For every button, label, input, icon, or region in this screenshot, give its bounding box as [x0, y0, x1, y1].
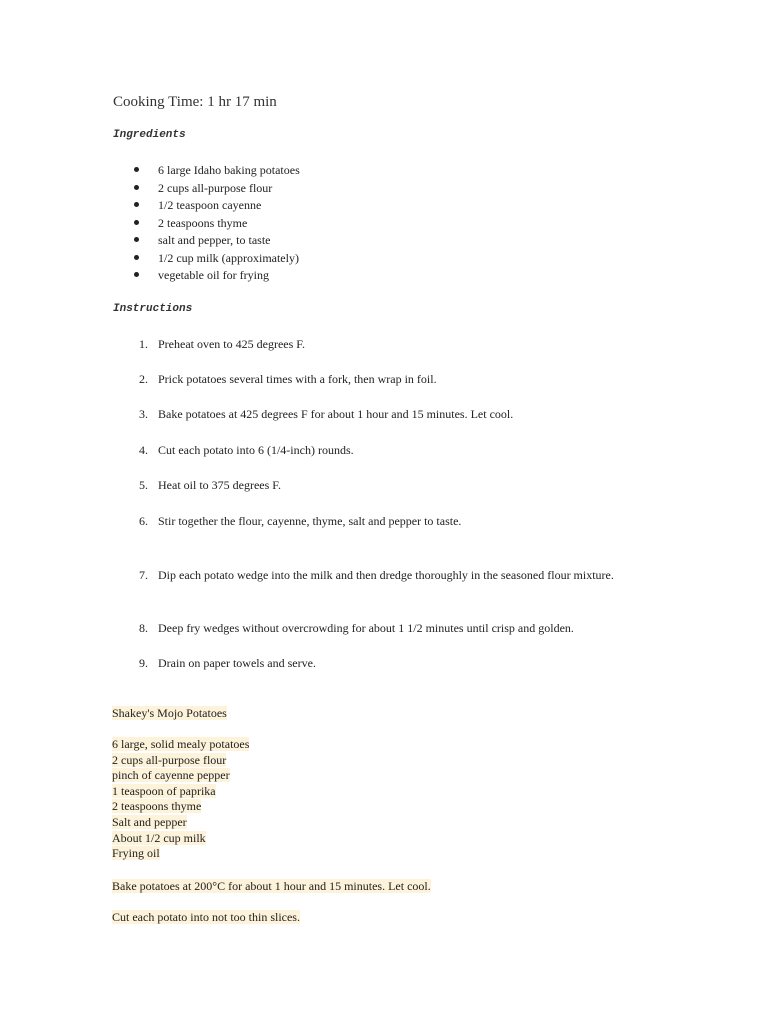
instructions-heading: Instructions — [113, 303, 193, 315]
ingredients-heading: Ingredients — [113, 129, 186, 141]
bullet-icon — [134, 185, 139, 190]
bullet-icon — [134, 220, 139, 225]
shakeys-ingredient-item: pinch of cayenne pepper — [112, 768, 230, 783]
bullet-icon — [134, 237, 139, 242]
cooking-time: Cooking Time: 1 hr 17 min — [113, 94, 277, 110]
shakeys-ingredient-item: 2 cups all-purpose flour — [112, 752, 227, 767]
shakeys-ingredient-item: 1 teaspoon of paprika — [112, 783, 216, 798]
shakeys-ingredient-item: Frying oil — [112, 846, 160, 861]
bullet-icon — [134, 255, 139, 260]
shakeys-ingredients-list — [112, 737, 249, 862]
shakeys-title: Shakey's Mojo Potatoes — [112, 706, 227, 720]
shakeys-ingredient-item: About 1/2 cup milk — [112, 830, 206, 845]
bullet-icon — [134, 202, 139, 207]
shakeys-ingredient-item: 6 large, solid mealy potatoes — [112, 737, 250, 751]
shakeys-cut-step: Cut each potato into not too thin slices. — [112, 910, 300, 924]
bullet-icon — [134, 167, 139, 172]
bullet-icon — [134, 272, 139, 277]
shakeys-ingredient-item: 2 teaspoons thyme — [112, 799, 202, 814]
shakeys-ingredient-item: Salt and pepper — [112, 814, 187, 829]
recipe-page: Cooking Time: 1 hr 17 min Ingredients 6 large Idaho baking potatoes 2 cups all-purpose flour 1/2 teaspoon cayenne 2 teaspoons thyme salt and pepper, to taste 1/2 cup milk (approximately) vegetable oil for frying Instructions 1. Preheat oven to 425 degrees F. 2. Prick potatoes several times with a fork, then wrap in foil. 3. Bake potatoes at 425 degrees F for about 1 hour and 15 minutes. Let cool. 4. Cut each potato into 6 (1/4-inch) rounds. 5. Heat oil to 375 degrees F. 6. Stir together the flour, cayenne, thyme, salt and pepper to taste. 7. Dip each potato wedge into the milk and then dredge thoroughly in the seasoned flour mixture. 8. Deep fry wedges without overcrowding for about 1 1/2 minutes until crisp and golden. 9. Drain on paper towels and serve. Shakey's Mojo Potatoes 6 large, solid mealy potatoes 2 cups all-purpose flour pinch of cayenne pepper 1 teaspoon of paprika 2 teaspoons thyme Salt and pepper About 1/2 cup milk Frying oil Bake potatoes at 200°C for about 1 hour and 15 minutes. Let cool. Cut each potato into not too thin slices. — [112, 94, 614, 924]
shakeys-bake-step: Bake potatoes at 200°C for about 1 hour and 15 minutes. Let cool. — [112, 879, 431, 893]
